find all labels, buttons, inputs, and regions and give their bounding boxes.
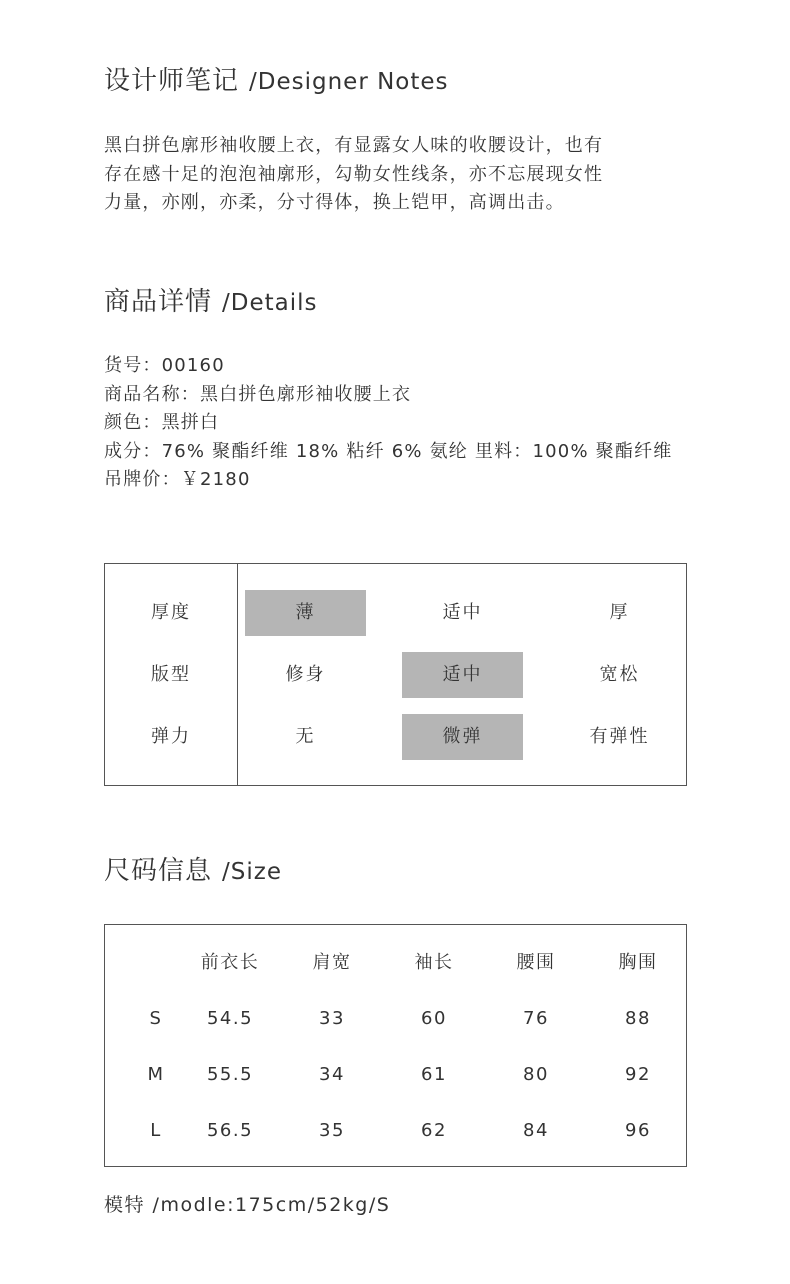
designer-notes-line: 存在感十足的泡泡袖廓形，勾勒女性线条，亦不忘展现女性 [104,163,604,185]
attribute-table [104,563,687,786]
size-cell: 56.5 [206,1120,254,1141]
size-cell: 62 [421,1120,447,1141]
attr-option: 有弹性 [589,726,650,747]
size-cell: 35 [319,1120,345,1141]
size-table [104,924,687,1167]
size-cell: 33 [319,1008,345,1029]
attr-option: 厚 [609,602,630,623]
attr-label-thickness: 厚度 [151,602,191,623]
size-cell: 61 [421,1064,447,1085]
details-title [104,281,318,318]
size-cell: 54.5 [206,1008,254,1029]
designer-notes-line: 黑白拼色廓形袖收腰上衣，有显露女人味的收腰设计，也有 [104,135,604,156]
attr-option: 修身 [285,664,326,685]
designer-notes-text [104,132,704,218]
size-cell: 92 [625,1064,651,1085]
size-row-label: L [150,1120,162,1141]
size-row-label: S [149,1008,163,1029]
size-header: 前衣长 [200,952,260,973]
size-header: 腰围 [516,952,556,973]
size-cell: 55.5 [206,1064,254,1085]
size-cell: 88 [625,1008,651,1029]
details-sku: 货号：00160 [104,355,225,376]
attribute-table-divider [237,564,238,785]
attr-label-elasticity: 弹力 [151,726,191,747]
details-color: 颜色：黑拼白 [104,412,220,433]
size-header: 胸围 [618,952,658,973]
size-cell: 96 [625,1120,651,1141]
attr-label-fit: 版型 [151,664,191,685]
size-cell: 84 [523,1120,549,1141]
designer-notes-title-en: /Designer Notes [249,69,449,95]
details-price: 吊牌价：￥2180 [104,469,251,490]
size-header: 袖长 [414,952,454,973]
details-title-en: /Details [222,290,318,316]
size-title [104,850,282,887]
details-composition: 成分：76% 聚酯纤维 18% 粘纤 6% 氨纶 里料：100% 聚酯纤维 [104,440,673,462]
attr-option: 适中 [442,602,483,623]
attr-option: 宽松 [599,664,640,685]
size-row-label: M [147,1064,165,1085]
size-title-en: /Size [222,859,282,885]
size-cell: 76 [523,1008,549,1029]
size-cell: 60 [421,1008,447,1029]
details-title-cn: 商品详情 [104,287,213,317]
details-product-name: 商品名称：黑白拼色廓形袖收腰上衣 [104,383,412,405]
designer-notes-line: 力量，亦刚，亦柔，分寸得体，换上铠甲，高调出击。 [104,192,565,213]
attr-option-selected: 薄 [245,590,366,636]
designer-notes-title-cn: 设计师笔记 [104,66,240,96]
size-header: 肩宽 [312,952,352,973]
attr-option: 无 [295,726,316,747]
size-cell: 34 [319,1064,345,1085]
size-title-cn: 尺码信息 [104,856,213,886]
details-list [104,352,704,495]
attr-option-selected: 适中 [402,652,523,698]
size-cell: 80 [523,1064,549,1085]
attr-option-selected: 微弹 [402,714,523,760]
model-note: 模特 /modle:175cm/52kg/S [104,1194,391,1216]
designer-notes-title [104,60,449,97]
